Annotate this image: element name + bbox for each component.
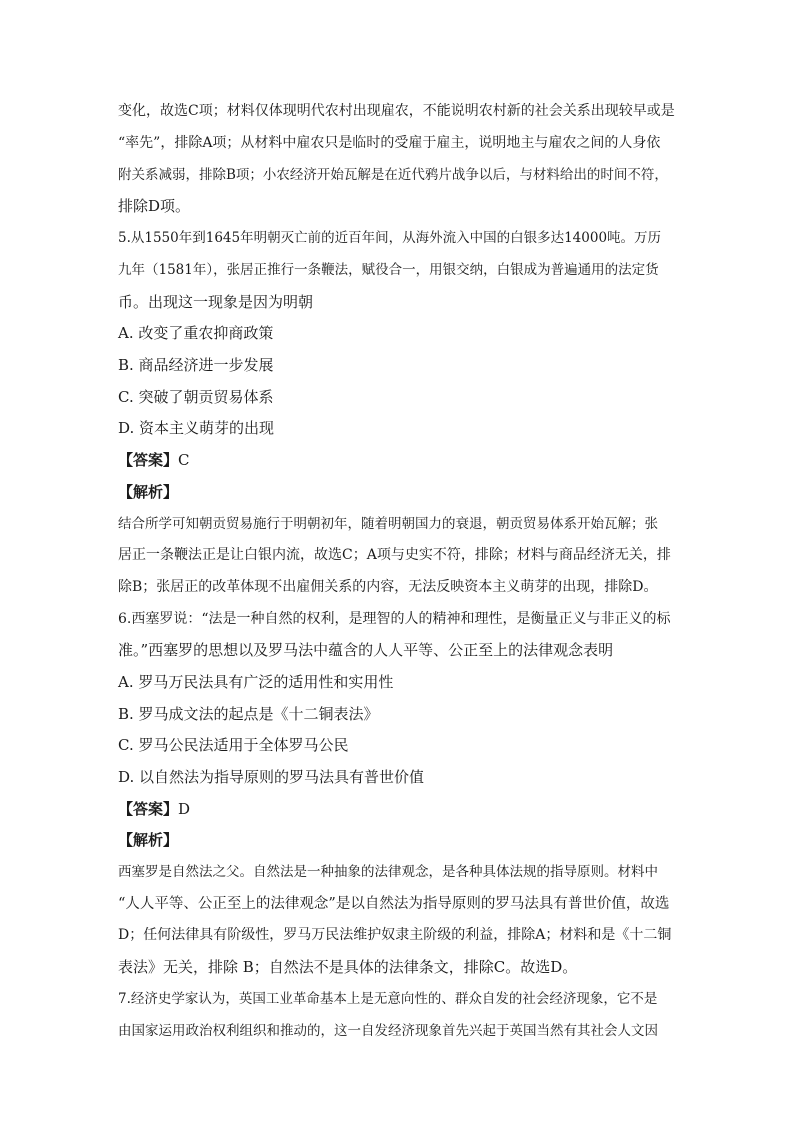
analysis-line: 西塞罗是自然法之父。自然法是一种抽象的法律观念，是各种具体法规的指导原则。材料中: [118, 864, 658, 880]
answer-value: D: [178, 800, 191, 818]
answer-line: [118, 799, 190, 819]
paragraph-line: 附关系减弱，排除B项；小农经济开始瓦解是在近代鸦片战争以后，与材料给出的时间不符，: [118, 167, 668, 183]
option-b: B. 商品经济进一步发展: [118, 356, 274, 374]
question-stem: 币。出现这一现象是因为明朝: [118, 293, 314, 311]
question-stem: 由国家运用政治权利组织和推动的，这一自发经济现象首先兴起于英国当然有其社会人文因: [118, 1023, 658, 1039]
option-b: B. 罗马成文法的起点是《十二铜表法》: [118, 705, 379, 723]
question-stem: 九年（1581年），张居正推行一条鞭法，赋役合一，用银交纳，白银成为普遍通用的法定货: [118, 262, 659, 278]
analysis-label: [118, 482, 178, 502]
analysis-label-text: 【解析】: [118, 831, 179, 849]
analysis-label: [118, 830, 178, 850]
analysis-line: D；任何法律具有阶级性，罗马万民法维护奴隶主阶级的利益，排除A；材料和是《十二铜: [118, 927, 672, 943]
paragraph-line: 排除D项。: [118, 197, 191, 215]
answer-line: [118, 450, 190, 470]
analysis-line: 居正一条鞭法正是让白银内流，故选C；A项与史实不符，排除；材料与商品经济无关，排: [118, 547, 671, 563]
question-stem: 5.从1550年到1645年明朝灭亡前的近百年间，从海外流入中国的白银多达14000吨。万历: [118, 230, 662, 246]
analysis-line: 表法》无关，排除 B；自然法不是具体的法律条文，排除C。故选D。: [118, 958, 578, 976]
option-c: C. 罗马公民法适用于全体罗马公民: [118, 736, 349, 754]
question-stem: 7.经济史学家认为，英国工业革命基本上是无意向性的、群众自发的社会经济现象，它不是: [118, 991, 658, 1007]
analysis-line: 结合所学可知朝贡贸易施行于明朝初年，随着明朝国力的衰退，朝贡贸易体系开始瓦解；张: [118, 516, 658, 532]
option-a: A. 罗马万民法具有广泛的适用性和实用性: [118, 673, 394, 691]
option-a: A. 改变了重农抑商政策: [118, 324, 274, 342]
paragraph-line: 变化，故选C项；材料仅体现明代农村出现雇农，不能说明农村新的社会关系出现较早或是: [118, 103, 675, 119]
answer-value: C: [178, 451, 190, 469]
analysis-line: “人人平等、公正至上的法律观念”是以自然法为指导原则的罗马法具有普世价值，故选: [118, 896, 670, 912]
analysis-line: 除B；张居正的改革体现不出雇佣关系的内容，无法反映资本主义萌芽的出现，排除D。: [118, 579, 658, 595]
paragraph-line: “率先”，排除A项；从材料中雇农只是临时的受雇于雇主，说明地主与雇农之间的人身依: [118, 135, 661, 151]
option-c: C. 突破了朝贡贸易体系: [118, 388, 274, 406]
answer-label: 【答案】: [118, 800, 179, 818]
analysis-label-text: 【解析】: [118, 483, 179, 501]
option-d: D. 资本主义萌芽的出现: [118, 419, 275, 437]
question-stem: 6.西塞罗说：“法是一种自然的权利，是理智的人的精神和理性，是衡量正义与非正义的标: [118, 611, 671, 627]
option-d: D. 以自然法为指导原则的罗马法具有普世价值: [118, 768, 425, 786]
answer-label: 【答案】: [118, 451, 179, 469]
question-stem: 准。”西塞罗的思想以及罗马法中蕴含的人人平等、公正至上的法律观念表明: [118, 641, 614, 659]
